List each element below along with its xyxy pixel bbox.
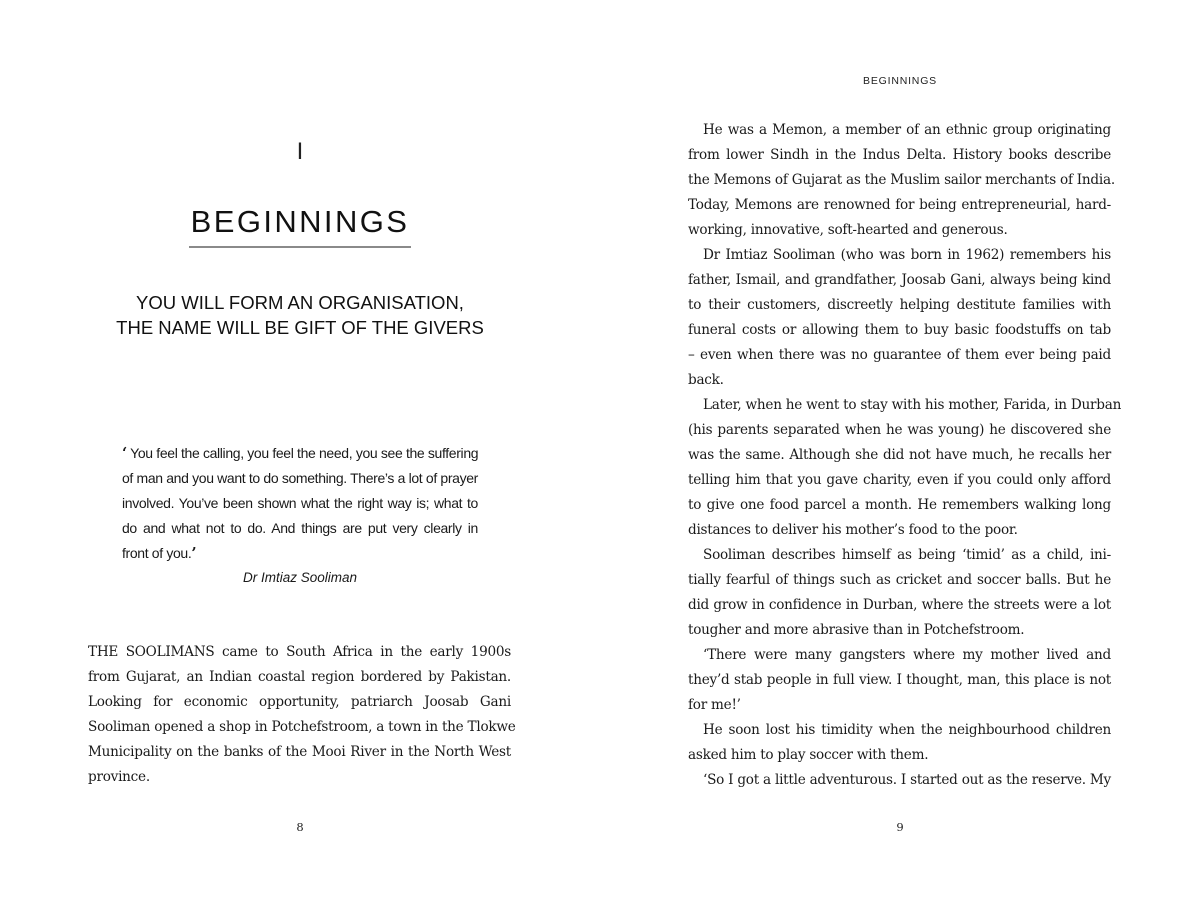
body-line: Dr Imtiaz Sooliman (who was born in 1962) remembers his	[703, 247, 1111, 263]
running-head: BEGINNINGS	[863, 75, 937, 87]
body-line: – even when there was no guarantee of them ever being paid	[688, 347, 1111, 363]
body-line: they’d stab people in full view. I thought, man, this place is not	[688, 672, 1111, 688]
right-body-text	[688, 118, 1122, 793]
body-line: for me!’	[688, 697, 741, 713]
body-line: He soon lost his timidity when the neighbourhood children	[703, 722, 1111, 738]
body-line: Sooliman opened a shop in Potchefstroom, a town in the Tlokwe	[88, 719, 516, 735]
body-line: tially fearful of things such as cricket and soccer balls. But he	[688, 572, 1111, 588]
left-body-text	[88, 640, 516, 790]
epigraph-quote	[122, 441, 478, 566]
epigraph-attribution: Dr Imtiaz Sooliman	[242, 570, 358, 585]
body-line: father, Ismail, and grandfather, Joosab Gani, always being kind	[688, 272, 1111, 288]
subtitle-line: YOU WILL FORM AN ORGANISATION,	[136, 292, 464, 313]
body-line: to their customers, discreetly helping destitute families with	[688, 297, 1111, 313]
body-line: to give one food parcel a month. He remembers walking long	[688, 497, 1111, 513]
epigraph-line: front of you.’	[122, 544, 197, 562]
body-line: asked him to play soccer with them.	[688, 747, 929, 763]
page-number-right: 9	[896, 820, 904, 834]
body-line: (his parents separated when he was young) he discovered she	[688, 422, 1111, 438]
epigraph-line: involved. You’ve been shown what the right way is; what to	[122, 495, 478, 511]
body-line: tougher and more abrasive than in Potchefstroom.	[688, 622, 1025, 638]
right-page	[600, 0, 1200, 917]
chapter-title: BEGINNINGS	[190, 204, 410, 239]
body-line: He was a Memon, a member of an ethnic group originating	[703, 122, 1111, 138]
close-quote-mark: ’	[191, 544, 197, 562]
chapter-subtitle	[0, 290, 600, 340]
epigraph-line: do and what not to do. And things are put very clearly in	[122, 520, 478, 536]
body-line: Municipality on the banks of the Mooi River in the North West	[88, 744, 511, 760]
epigraph-line: of man and you want to do something. There’s a lot of prayer	[122, 470, 478, 486]
title-underline	[189, 246, 411, 248]
body-line: Sooliman describes himself as being ‘timid’ as a child, ini-	[703, 547, 1111, 563]
body-line: province.	[88, 769, 150, 785]
body-line: Later, when he went to stay with his mother, Farida, in Durban	[703, 397, 1122, 413]
body-line: from Gujarat, an Indian coastal region bordered by Pakistan.	[88, 669, 511, 685]
chapter-number: I	[296, 138, 304, 165]
body-line: was the same. Although she did not have much, he recalls her	[688, 447, 1111, 463]
page-number-left: 8	[296, 820, 304, 834]
epigraph-line: ‘ You feel the calling, you feel the need, you see the suffering	[122, 444, 479, 462]
body-line: telling him that you gave charity, even if you could only afford	[688, 472, 1111, 488]
body-line: funeral costs or allowing them to buy basic foodstuffs on tab	[688, 322, 1111, 338]
body-line: ‘So I got a little adventurous. I started out as the reserve. My	[703, 772, 1111, 788]
subtitle-line: THE NAME WILL BE GIFT OF THE GIVERS	[116, 317, 484, 338]
body-line: the Memons of Gujarat as the Muslim sailor merchants of India.	[688, 172, 1115, 188]
body-line: Today, Memons are renowned for being entrepreneurial, hard-	[688, 197, 1111, 213]
body-line: distances to deliver his mother’s food to the poor.	[688, 522, 1018, 538]
body-line: ‘There were many gangsters where my mother lived and	[703, 647, 1111, 663]
body-line: did grow in confidence in Durban, where the streets were a lot	[688, 597, 1111, 613]
body-line: back.	[688, 372, 724, 388]
body-line: THE SOOLIMANS came to South Africa in the early 1900s	[88, 644, 511, 660]
body-line: working, innovative, soft-hearted and generous.	[688, 222, 1008, 238]
body-line: Looking for economic opportunity, patriarch Joosab Gani	[88, 694, 511, 710]
body-line: from lower Sindh in the Indus Delta. History books describe	[688, 147, 1111, 163]
open-quote-mark: ‘	[122, 444, 127, 462]
